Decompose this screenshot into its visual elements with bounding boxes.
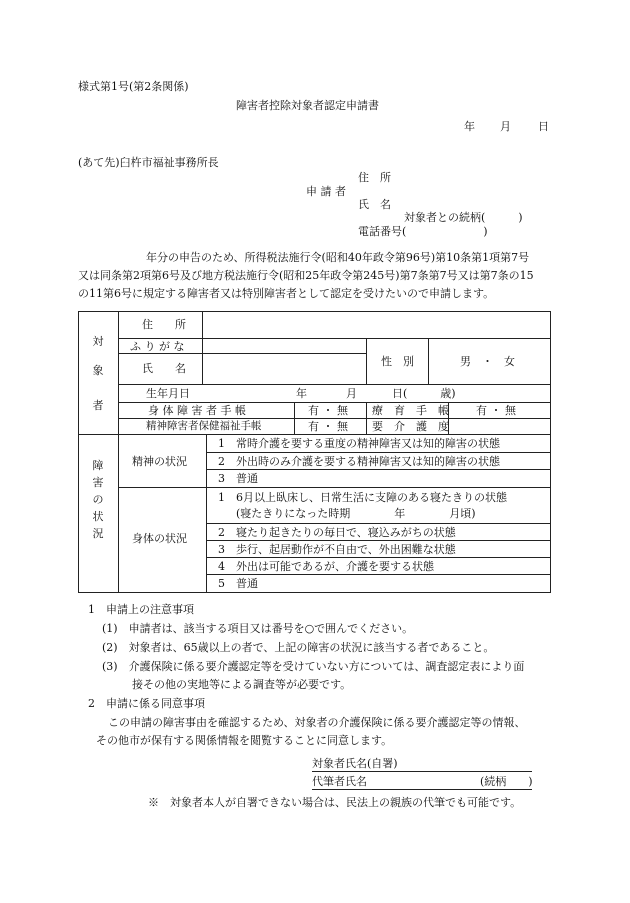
physical-cert-label: 身 体 障 害 者 手 帳 (148, 404, 246, 417)
physical-item-5: 5 普通 (218, 577, 258, 590)
birth-month: 月 (346, 387, 357, 400)
notes-item-3-line-1: (3) 介護保険に係る要介護認定等を受けていない方については、調査認定表により面 (102, 660, 525, 673)
subject-name-label: 氏 名 (142, 362, 186, 375)
notes-heading-2: 2 申請に係る同意事項 (88, 697, 205, 710)
physical-status-label: 身体の状況 (132, 532, 187, 545)
rehab-cert-label: 療 育 手 帳 (372, 404, 449, 417)
date-month: 月 (500, 120, 511, 133)
physical-cert-value: 有 ・ 無 (308, 404, 348, 417)
notes-item-1: (1) 申請者は、該当する項目又は番号を○で囲んでください。 (102, 622, 414, 635)
physical-item-1-line-1: 1 6月以上臥床し、日常生活に支障のある寝たきりの状態 (218, 491, 507, 504)
proxy-relation: (続柄 ) (480, 775, 533, 788)
intro-line-1: 年分の申告のため、所得税法施行令(昭和40年政令第96号)第10条第1項第7号 (146, 251, 530, 264)
applicant-address-label: 住 所 (358, 171, 391, 184)
subject-furigana-label: ふ り が な (130, 340, 185, 353)
signature-label: 対象者氏名(自署) (312, 757, 398, 770)
gender-label: 性 別 (381, 355, 414, 368)
date-year: 年 (464, 120, 475, 133)
birthdate-label: 生年月日 (146, 387, 190, 400)
mental-cert-value: 有 ・ 無 (308, 420, 348, 433)
consent-line-2: その他市が保有する関係情報を閲覧することに同意します。 (96, 734, 393, 747)
physical-item-4: 4 外出は可能であるが、介護を要する状態 (218, 560, 434, 573)
signature-field[interactable] (312, 757, 532, 772)
rehab-cert-value: 有 ・ 無 (476, 404, 516, 417)
mental-status-label: 精神の状況 (132, 455, 187, 468)
addressee: (あて先)臼杵市福祉事務所長 (78, 156, 219, 169)
physical-item-3: 3 歩行、起居動作が不自由で、外出困難な状態 (218, 543, 456, 556)
mental-cert-label: 精神障害者保健福祉手帳 (146, 420, 262, 432)
date-day: 日 (538, 120, 549, 133)
disability-group-label-4: 状 (92, 510, 104, 523)
notes-heading-1: 1 申請上の注意事項 (88, 603, 194, 616)
birth-year: 年 (296, 387, 307, 400)
gender-value: 男 ・ 女 (460, 355, 515, 368)
physical-item-1-line-2: (寝たきりになった時期 年 月頃) (236, 507, 476, 520)
disability-group-label-5: 況 (92, 527, 104, 540)
phone-label: 電話番号( ) (358, 225, 488, 238)
footnote: ※ 対象者本人が自署できない場合は、民法上の親族の代筆でも可能です。 (148, 796, 522, 809)
consent-line-1: この申請の障害事由を確認するため、対象者の介護保険に係る要介護認定等の情報、 (108, 716, 526, 729)
notes-item-2: (2) 対象者は、65歳以上の者で、上記の障害の状況に該当する者であること。 (102, 641, 495, 654)
subject-group-label-3: 者 (92, 399, 104, 412)
physical-item-2: 2 寝たり起きたりの毎日で、寝込みがちの状態 (218, 526, 456, 539)
intro-line-3: の11第6号に規定する障害者又は特別障害者として認定を受けたいので申請します。 (78, 287, 495, 300)
intro-line-2: 又は同条第2項第6号及び地方税法施行令(昭和25年政令第245号)第7条第7号又は第7条の15 (78, 269, 534, 282)
applicant-name-label: 氏 名 (358, 198, 391, 211)
disability-group-label-3: の (92, 493, 104, 506)
disability-group-label-2: 害 (92, 476, 104, 489)
birth-day-age: 日( 歳) (392, 387, 456, 400)
subject-address-label: 住 所 (142, 318, 186, 331)
care-level-label: 要 介 護 度 (372, 420, 449, 433)
applicant-label: 申 請 者 (306, 185, 346, 198)
form-number: 様式第1号(第2条関係) (78, 80, 189, 93)
disability-group-label-1: 障 (92, 459, 104, 472)
subject-group-label-2: 象 (92, 364, 104, 377)
mental-item-3: 3 普通 (218, 472, 258, 485)
relationship-label: 対象者との続柄( ) (404, 211, 523, 224)
proxy-label: 代筆者氏名 (312, 775, 367, 788)
proxy-field[interactable] (312, 775, 532, 790)
mental-item-2: 2 外出時のみ介護を要する精神障害又は知的障害の状態 (218, 455, 500, 468)
mental-item-1: 1 常時介護を要する重度の精神障害又は知的障害の状態 (218, 437, 500, 450)
notes-item-3-line-2: 接その他の実地等による調査等が必要です。 (132, 678, 352, 691)
page-title: 障害者控除対象者認定申請書 (236, 99, 379, 112)
subject-group-label-1: 対 (92, 335, 104, 348)
